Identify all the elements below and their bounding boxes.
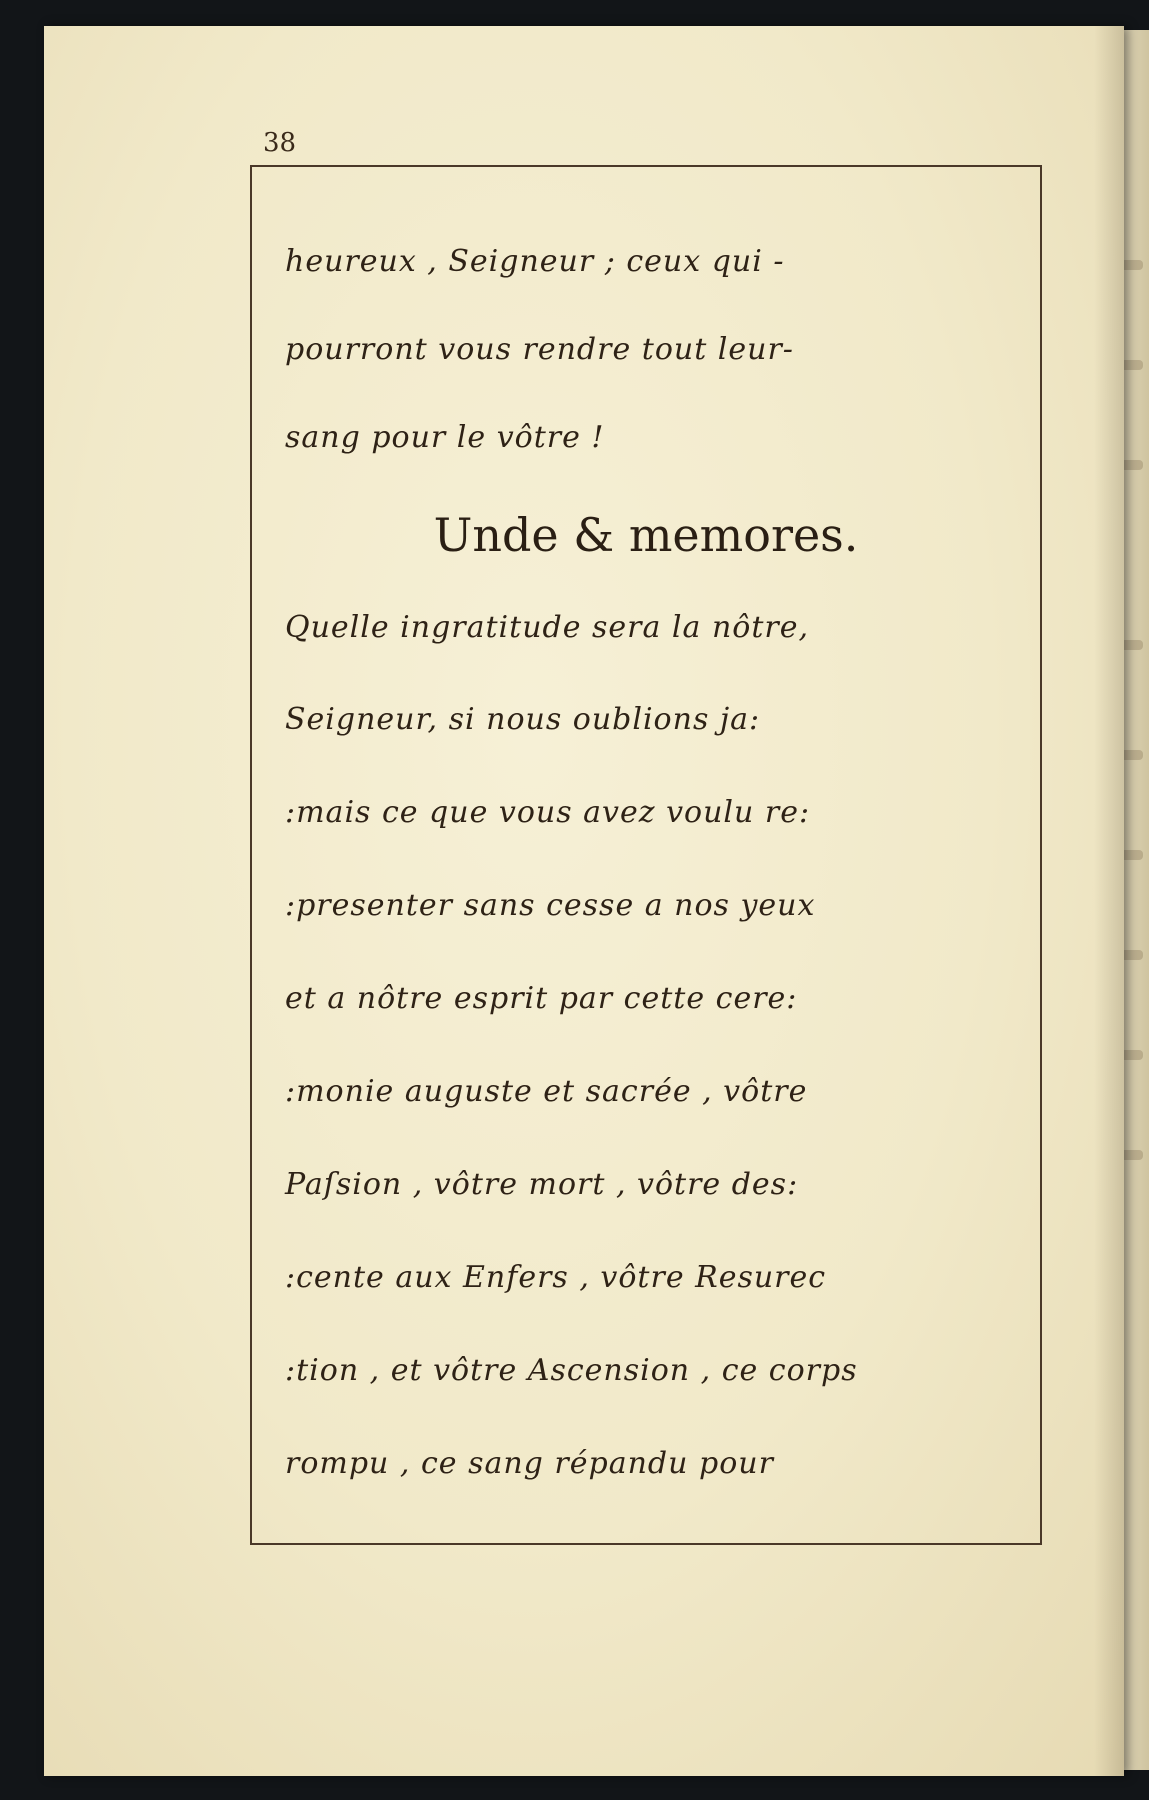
text-line: Seigneur, si nous oublions ja:: [285, 702, 761, 737]
text-line: :tion , et vôtre Ascension , ce corps: [285, 1353, 858, 1388]
text-line: :cente aux Enfers , vôtre Resurec: [285, 1260, 827, 1295]
page-number: 38: [263, 128, 297, 158]
text-line: :mais ce que vous avez voulu re:: [285, 795, 811, 830]
text-line: Paſsion , vôtre mort , vôtre des:: [285, 1167, 799, 1202]
section-heading: Unde & memores.: [433, 508, 859, 562]
text-line: :monie auguste et sacrée , vôtre: [285, 1074, 808, 1109]
text-line: heureux , Seigneur ; ceux qui -: [285, 244, 785, 279]
text-line: et a nôtre esprit par cette cere:: [285, 981, 798, 1016]
text-line: :presenter sans cesse a nos yeux: [285, 888, 816, 923]
page-gutter-shadow: [1094, 26, 1124, 1776]
text-line: Quelle ingratitude sera la nôtre,: [285, 610, 810, 645]
text-line: pourront vous rendre tout leur-: [285, 332, 794, 367]
text-line: sang pour le vôtre !: [285, 420, 605, 455]
text-line: rompu , ce sang répandu pour: [285, 1446, 774, 1481]
